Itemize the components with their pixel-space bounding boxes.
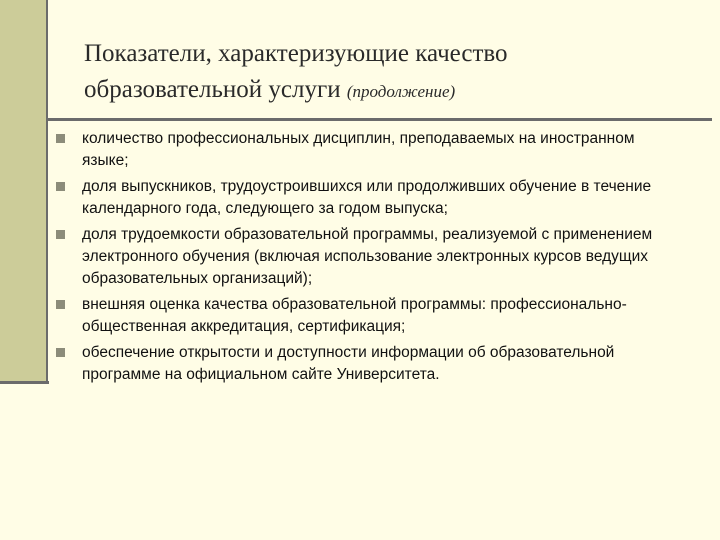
square-bullet-icon	[56, 182, 65, 191]
bullet-item	[52, 224, 672, 290]
bullet-text: количество профессиональных дисциплин, преподаваемых на иностранном языке;	[82, 130, 635, 169]
bullet-text: доля выпускников, трудоустроившихся или продолживших обучение в течение календарного года, следующего за годом выпуска;	[82, 178, 652, 217]
slide-title-main: Показатели, характеризующие качество образовательной услуги	[84, 40, 508, 103]
title-divider	[46, 118, 712, 121]
bullet-item	[52, 294, 672, 338]
slide-title	[84, 36, 684, 110]
square-bullet-icon	[56, 348, 65, 357]
left-bar-bottom-divider	[0, 381, 49, 384]
bullet-text: доля трудоемкости образовательной программы, реализуемой с применением электронного обучения (включая использование электронных курсов ведущих образовательных организаций);	[82, 226, 653, 287]
square-bullet-icon	[56, 300, 65, 309]
square-bullet-icon	[56, 230, 65, 239]
bullet-text: внешняя оценка качества образовательной программы: профессионально-общественная аккредитация, сертификация;	[82, 296, 627, 335]
bullet-item	[52, 176, 672, 220]
bullet-item	[52, 342, 672, 386]
left-accent-bar	[0, 0, 46, 383]
slide-title-subtitle: (продолжение)	[346, 82, 456, 101]
vertical-divider	[46, 0, 48, 384]
bullet-list	[52, 128, 672, 390]
bullet-item	[52, 128, 672, 172]
square-bullet-icon	[56, 134, 65, 143]
bullet-text: обеспечение открытости и доступности информации об образовательной программе на официальном сайте Университета.	[82, 344, 615, 383]
